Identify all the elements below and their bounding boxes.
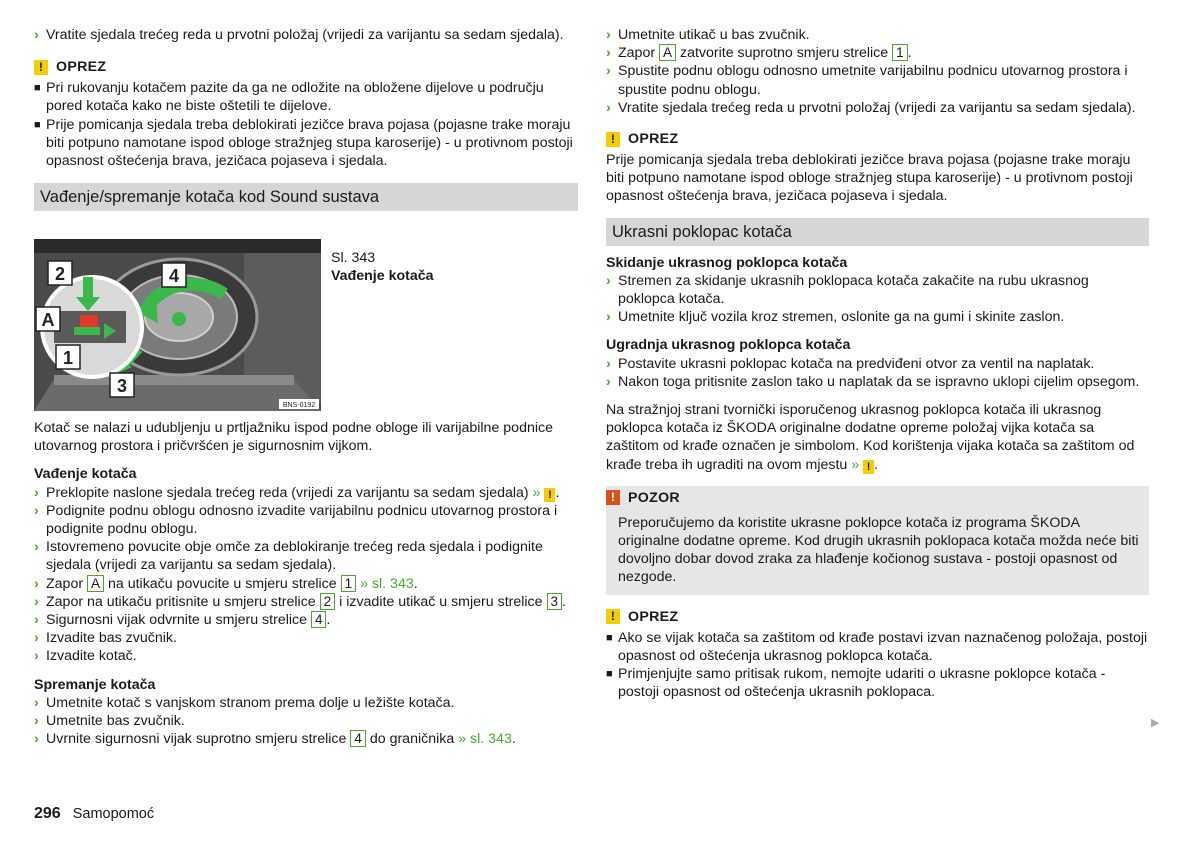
chevron-right-icon: ›: [606, 99, 611, 116]
list-item: › Stremen za skidanje ukrasnih poklopaca kotača zakačite na rubu ukrasnog poklopca kotača.: [606, 272, 1089, 308]
figure-label: 1: [62, 348, 74, 368]
list-item: › Izvadite bas zvučnik.: [34, 630, 177, 647]
body-text: Kotač se nalazi u udubljenju u prtljažniku ispod podne obloge ili varijabilne podnice utovarnog prostora i pričvršćen je sigurnosnim vijkom.: [34, 420, 553, 455]
bullet-icon: ■: [606, 668, 613, 681]
right-column: [606, 26, 1149, 701]
list-item: › Istovremeno povucite obje omče za deblokiranje trećeg reda sjedala i podignite sjedala (vrijedi za varijantu sa sedam sjedala).: [34, 539, 543, 574]
body-text: Na stražnjoj strani tvornički isporučenog ukrasnog poklopca kotača ili ukrasnog poklopca kotača iz ŠKODA originalne dodatne opreme položaj vijka kotača sa zaštitom od krađe označen je simbolom. Kod korištenja vijaka kotača sa zaštitom od krađe treba ih ugraditi na ovom mjestu » ! .: [606, 402, 1135, 473]
list-item: › Vratite sjedala trećeg reda u prvotni položaj (vrijedi za varijantu sa sedam sjedala).: [34, 27, 564, 43]
label-box: 1: [341, 575, 357, 592]
section-heading: Ukrasni poklopac kotača: [606, 218, 1149, 246]
list-item: › Umetnite kotač s vanjskom stranom prema dolje u ležište kotača.: [34, 694, 455, 711]
label-box: 3: [547, 593, 563, 610]
chevron-right-icon: ›: [34, 575, 39, 592]
warning-icon: !: [34, 60, 48, 75]
chevron-right-icon: ›: [34, 502, 39, 519]
chevron-right-icon: ›: [34, 648, 39, 665]
list-item: › Umetnite bas zvučnik.: [34, 713, 185, 730]
list-item: › Nakon toga pritisnite zaslon tako u naplatak da se ispravno uklopi cijelim opsegom.: [606, 373, 1140, 390]
label-box: 1: [892, 44, 908, 61]
warning-icon: !: [606, 609, 620, 624]
chevron-right-icon: ›: [34, 630, 39, 647]
list-item: › Podignite podnu oblogu odnosno izvadite varijabilnu podnicu utovarnog prostora i podignite podnu oblogu.: [34, 502, 558, 538]
warning-link[interactable]: » !: [533, 485, 556, 501]
list-item: › Postavite ukrasni poklopac kotača na predviđeni otvor za ventil na naplatak.: [606, 355, 1095, 372]
chevron-right-icon: ›: [606, 63, 611, 80]
list-item: ■ Primjenjujte samo pritisak rukom, nemojte udariti o ukrasne poklopce kotača - postoji opasnost od oštećenja ukrasnih poklopaca.: [606, 666, 1106, 701]
warning-text: Prije pomicanja sjedala treba deblokirati jezičce brava pojasa (pojasne trake moraju biti potpuno namotane ispod obloge stražnjeg stupa karoserije) - u protivnom postoji opasnost oštećenja brava, jezičaca pojaseva i sjedala.: [606, 152, 1133, 205]
figure-code: BNS-0192: [282, 402, 316, 409]
bullet-icon: ■: [606, 631, 613, 644]
list-item: › Sigurnosni vijak odvrnite u smjeru strelice 4 .: [34, 612, 331, 629]
bullet-icon: ■: [34, 118, 41, 131]
chevron-right-icon: ›: [34, 593, 39, 610]
figure-label: 3: [116, 376, 128, 396]
danger-heading: ! POZOR: [606, 486, 1149, 508]
label-box: 4: [311, 611, 327, 628]
chevron-right-icon: ›: [34, 713, 39, 730]
section-heading: Vađenje/spremanje kotača kod Sound sustava: [34, 183, 578, 211]
list-item: › Zapor A zatvorite suprotno smjeru strelice 1 .: [606, 45, 912, 62]
figure-label: A: [41, 310, 55, 330]
chevron-right-icon: ›: [606, 355, 611, 372]
list-item: ■ Prije pomicanja sjedala treba deblokirati jezičce brava pojasa (pojasne trake moraju biti potpuno namotane ispod obloge stražnjeg stupa karoserije) - u protivnom postoji opasnost oštećenja brava, jezičaca pojaseva i sjedala.: [34, 116, 573, 170]
list-item: ■ Pri rukovanju kotačem pazite da ga ne odložite na obložene dijelove u području pored kotača kako ne biste oštetili te dijelove.: [34, 80, 544, 115]
label-box: A: [659, 44, 676, 61]
chevron-right-icon: ›: [606, 272, 611, 289]
list-item: › Umetnite ključ vozila kroz stremen, oslonite ga na gumi i skinite zaslon.: [606, 309, 1065, 326]
subheading: Ugradnja ukrasnog poklopca kotača: [606, 337, 851, 354]
list-item: › Preklopite naslone sjedala trećeg reda (vrijedi za varijantu sa sedam sjedala) » ! .: [34, 484, 560, 501]
warning-heading: ! OPREZ: [606, 607, 1149, 627]
warning-icon: !: [863, 460, 874, 474]
bullet-icon: ■: [34, 82, 41, 95]
danger-icon: !: [606, 490, 620, 505]
list-item: › Zapor A na utikaču povucite u smjeru strelice 1 » sl. 343.: [34, 575, 418, 592]
chevron-right-icon: ›: [34, 539, 39, 556]
warning-heading: ! OPREZ: [606, 129, 1149, 149]
chevron-right-icon: ›: [606, 27, 611, 43]
list-item: › Zapor na utikaču pritisnite u smjeru strelice 2 i izvadite utikač u smjeru strelice 3 .: [34, 593, 566, 610]
footer-section: Samopomoć: [72, 806, 155, 822]
chevron-right-icon: ›: [34, 612, 39, 629]
list-item: › Spustite podnu oblogu odnosno umetnite varijabilnu podnicu utovarnog prostora i spustite podnu oblogu.: [606, 63, 1128, 98]
label-box: 4: [350, 730, 366, 747]
label-box: A: [87, 575, 104, 592]
page-number: 296: [34, 805, 61, 822]
list-item: › Vratite sjedala trećeg reda u prvotni položaj (vrijedi za varijantu sa sedam sjedala).: [606, 99, 1136, 116]
danger-box: [606, 508, 1149, 595]
figure-label: 2: [54, 264, 66, 284]
warning-icon: !: [544, 488, 555, 502]
chevron-right-icon: ›: [34, 484, 39, 501]
figure: [34, 239, 578, 411]
chevron-right-icon: ›: [34, 731, 39, 748]
list-item: › Uvrnite sigurnosni vijak suprotno smjeru strelice 4 do graničnika » sl. 343.: [34, 731, 516, 748]
trunk-illustration: [34, 239, 321, 411]
chevron-right-icon: ›: [606, 373, 611, 390]
left-column-lower: [34, 419, 578, 748]
subheading: Spremanje kotača: [34, 676, 156, 693]
warning-icon: !: [606, 132, 620, 147]
danger-text: Preporučujemo da koristite ukrasne poklopce kotača iz programa ŠKODA originalne dodatne opreme. Kod drugih ukrasnih poklopaca kotača možda neće biti dovoljno dobar dovod zraka za hlađenje kočionog sustava - postoji opasnost od nezgode.: [618, 514, 1139, 586]
warning-link[interactable]: » !: [851, 457, 874, 473]
label-box: 2: [320, 593, 336, 610]
list-item: ■ Ako se vijak kotača sa zaštitom od krađe postavi izvan naznačenog položaja, postoji opasnost od oštećenja ukrasnog poklopca kotača.: [606, 629, 1148, 664]
figure-caption: [331, 249, 434, 285]
figure-label: 4: [168, 266, 180, 286]
subheading: Skidanje ukrasnog poklopca kotača: [606, 254, 848, 271]
chevron-right-icon: ›: [606, 309, 611, 326]
chevron-right-icon: ›: [606, 45, 611, 62]
figure-number: Sl. 343: [331, 250, 376, 266]
chevron-right-icon: ›: [34, 694, 39, 711]
list-item: › Izvadite kotač.: [34, 648, 137, 665]
next-page-arrow-icon: ▶: [1151, 717, 1160, 729]
left-column: [34, 26, 578, 211]
figure-link[interactable]: » sl. 343: [458, 731, 512, 748]
list-item: › Umetnite utikač u bas zvučnik.: [606, 27, 810, 43]
page-footer: [34, 805, 154, 823]
figure-link[interactable]: » sl. 343: [360, 575, 414, 592]
figure-title: Vađenje kotača: [331, 268, 434, 285]
chevron-right-icon: ›: [34, 27, 39, 43]
warning-heading: ! OPREZ: [34, 57, 578, 77]
subheading: Vađenje kotača: [34, 466, 137, 483]
